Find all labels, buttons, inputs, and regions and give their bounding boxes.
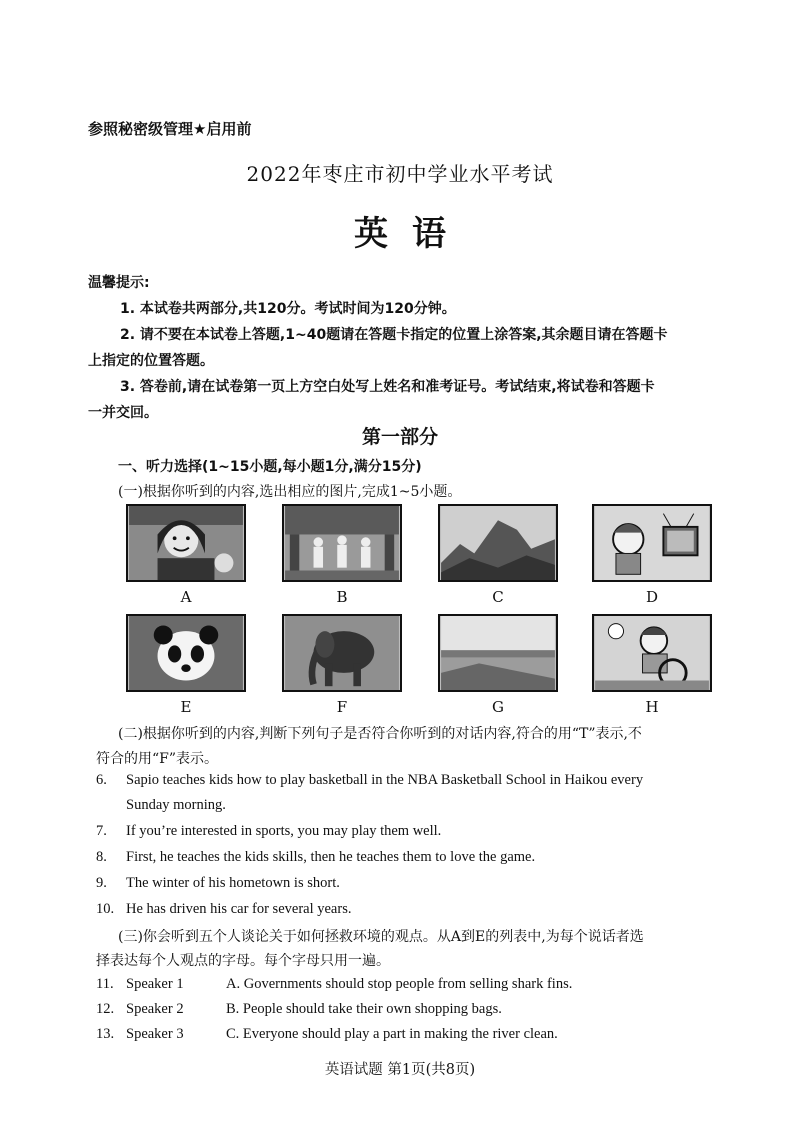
elephant-photo-icon <box>282 614 402 692</box>
panda-photo-icon <box>126 614 246 692</box>
question-item: 8. First, he teaches the kids skills, then he teaches them to love the game. <box>96 849 536 865</box>
exam-title: 2022年枣庄市初中学业水平考试 <box>246 162 554 186</box>
speaker-item: 12. Speaker 2 B. People should take their own shopping bags. <box>96 1001 502 1017</box>
subsection-2-instruction: (二)根据你听到的内容,判断下列句子是否符合你听到的对话内容,符合的用“T”表示,不 <box>118 726 642 742</box>
question-item: Sunday morning. <box>126 797 226 813</box>
mountain-photo-icon <box>438 504 558 582</box>
part-title: 第一部分 <box>361 426 438 448</box>
tip-line: 上指定的位置答题。 <box>88 353 214 369</box>
page-footer: 英语试题 第1页(共8页) <box>324 1062 476 1078</box>
subsection-3-instruction: 择表达每个人观点的字母。每个字母只用一遍。 <box>96 953 390 969</box>
picture-label: C <box>492 588 504 606</box>
subsection-3-instruction: (三)你会听到五个人谈论关于如何拯救环境的观点。从A到E的列表中,为每个说话者选 <box>118 929 644 945</box>
girl-photo-icon <box>126 504 246 582</box>
tip-line: 2. 请不要在本试卷上答题,1~40题请在答题卡指定的位置上涂答案,其余题目请在答题卡 <box>120 327 668 343</box>
tips-heading: 温馨提示: <box>88 275 150 291</box>
question-item: 10. He has driven his car for several years. <box>96 901 352 917</box>
question-item: 9. The winter of his hometown is short. <box>96 875 340 891</box>
tip-line: 3. 答卷前,请在试卷第一页上方空白处写上姓名和准考证号。考试结束,将试卷和答题卡 <box>120 379 655 395</box>
picture-label: F <box>336 698 348 716</box>
speaker-item: 13. Speaker 3 C. Everyone should play a part in making the river clean. <box>96 1026 558 1042</box>
tip-line: 一并交回。 <box>88 405 158 421</box>
picture-label: A <box>180 588 192 606</box>
question-item: 6. Sapio teaches kids how to play basketball in the NBA Basketball School in Haikou every <box>96 772 644 788</box>
subject-title: 英语 <box>354 214 470 254</box>
picture-label: E <box>180 698 192 716</box>
picture-label: B <box>336 588 348 606</box>
picture-label: D <box>645 588 659 606</box>
tip-line: 1. 本试卷共两部分,共120分。考试时间为120分钟。 <box>120 301 456 317</box>
picture-label: H <box>645 698 659 716</box>
tv-cartoon-icon <box>592 504 712 582</box>
speaker-item: 11. Speaker 1 A. Governments should stop people from selling shark fins. <box>96 976 573 992</box>
question-item: 7. If you’re interested in sports, you may play them well. <box>96 823 442 839</box>
lake-photo-icon <box>438 614 558 692</box>
confidential-note: 参照秘密级管理★启用前 <box>88 120 252 138</box>
subsection-2-instruction: 符合的用“F”表示。 <box>96 751 219 767</box>
wheelchair-cartoon-icon <box>592 614 712 692</box>
picture-label: G <box>492 698 504 716</box>
subsection-1-instruction: (一)根据你听到的内容,选出相应的图片,完成1~5小题。 <box>118 484 462 500</box>
dancers-photo-icon <box>282 504 402 582</box>
section-title: 一、听力选择(1~15小题,每小题1分,满分15分) <box>118 459 422 475</box>
